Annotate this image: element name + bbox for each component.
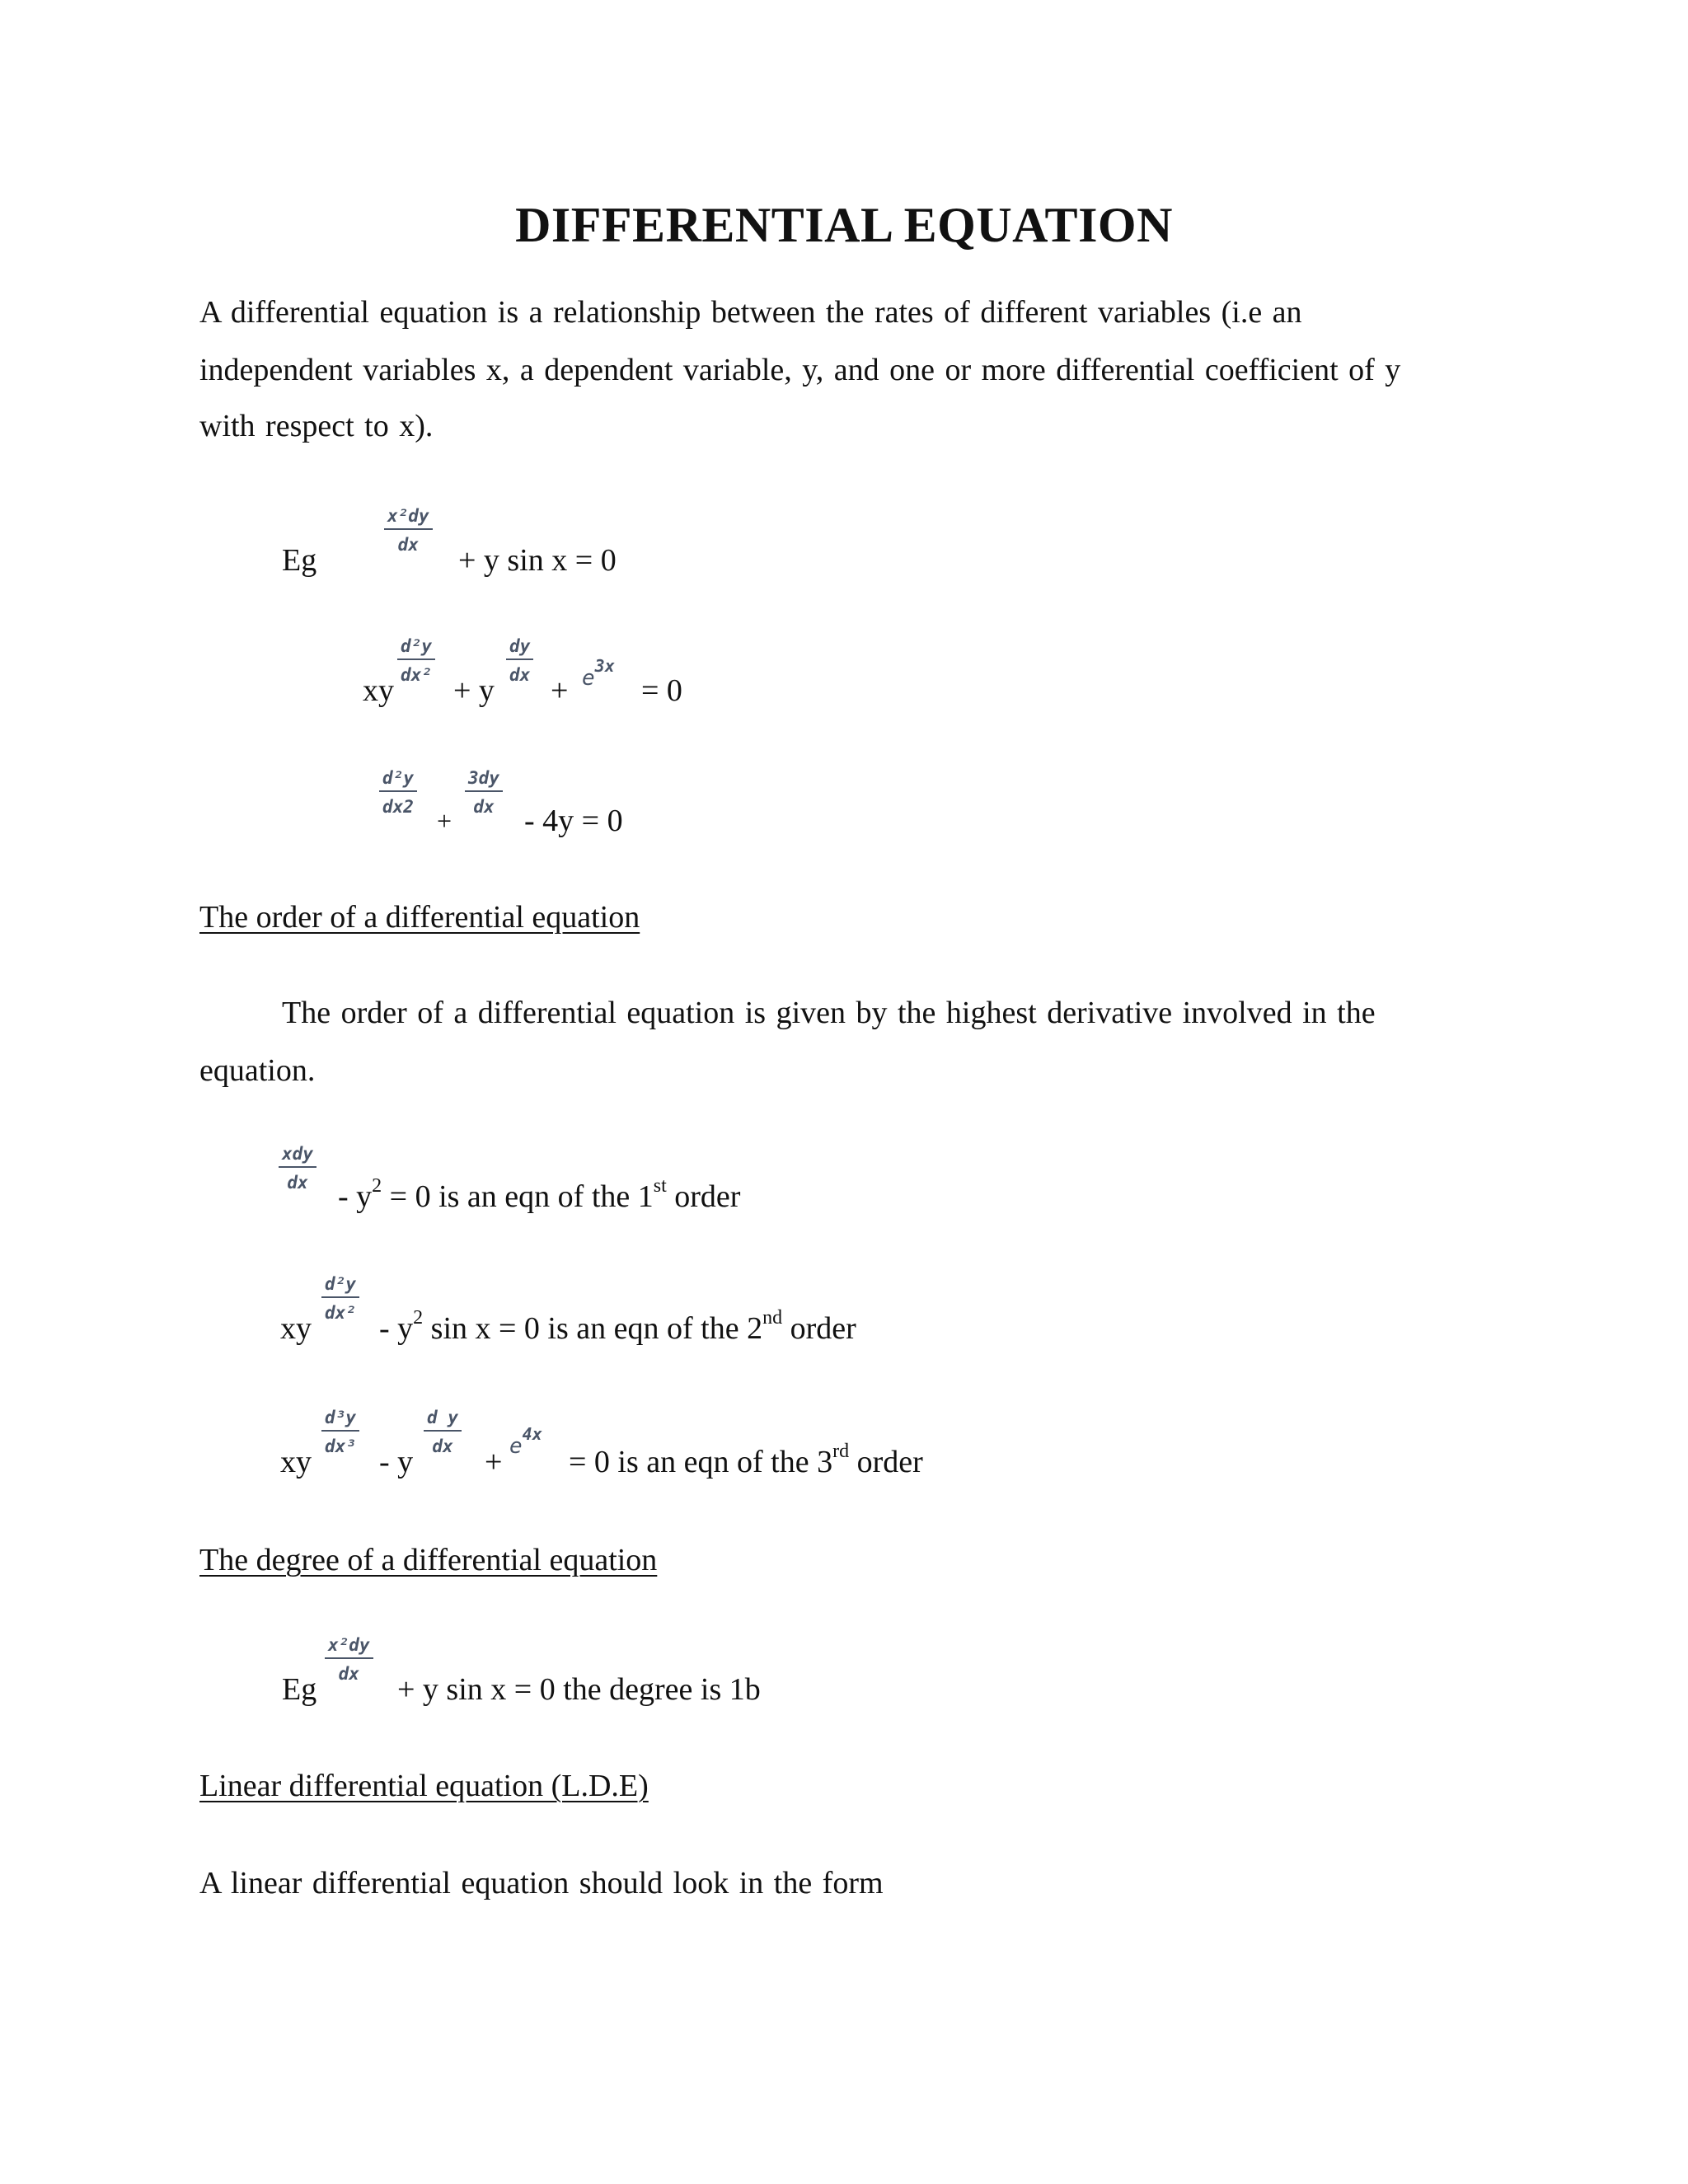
- eg-label: Eg: [282, 543, 317, 578]
- ex2-f2-numerator: dy: [506, 636, 533, 660]
- ex1-rest: + y sin x = 0: [458, 543, 617, 578]
- o1-rest-a: - y: [338, 1179, 373, 1214]
- o3-f1-numerator: d³y: [321, 1408, 359, 1432]
- degree-heading: The degree of a differential equation: [199, 1543, 658, 1577]
- ex2-fraction-1: [397, 636, 435, 685]
- degree-denominator: dx: [338, 1664, 359, 1684]
- o2-ordinal: nd: [762, 1307, 783, 1329]
- intro-line-3: with respect to x).: [199, 409, 434, 443]
- ex3-f1-numerator: d²y: [379, 768, 417, 792]
- o3-rest-c: order: [849, 1445, 923, 1479]
- o3-plus: +: [485, 1445, 503, 1479]
- o2-fraction: [321, 1274, 359, 1323]
- ex3-f2-numerator: 3dy: [465, 768, 503, 792]
- ex3-plus: +: [437, 806, 452, 836]
- o3-text: [569, 1441, 923, 1480]
- o2-rest-b: sin x = 0 is an eqn of the 2: [423, 1311, 763, 1346]
- ex2-prefix: xy: [363, 673, 394, 708]
- ex2-rest: = 0: [641, 673, 682, 708]
- o3-rest-b: = 0 is an eqn of the 3: [569, 1445, 833, 1479]
- o1-ordinal: st: [653, 1175, 667, 1197]
- ex2-f2-denominator: dx: [509, 665, 531, 685]
- o3-f2-numerator: d y: [424, 1408, 462, 1432]
- ex2-f1-numerator: d²y: [397, 636, 435, 660]
- o1-rest-c: order: [666, 1179, 741, 1214]
- o3-prefix: xy: [280, 1445, 312, 1479]
- ex2-exp-base: e: [582, 666, 595, 691]
- intro-line-1: A differential equation is a relationship between the rates of different variables (i.e an: [199, 295, 1302, 330]
- o2-prefix: xy: [280, 1311, 312, 1346]
- degree-rest: + y sin x = 0 the degree is 1b: [397, 1672, 761, 1707]
- o1-denominator: dx: [287, 1173, 308, 1193]
- o1-fraction: [279, 1144, 316, 1193]
- o3-f1-denominator: dx³: [325, 1436, 356, 1456]
- o1-square: 2: [372, 1175, 382, 1197]
- ex2-fraction-2: [506, 636, 533, 685]
- o3-exponential: [509, 1424, 542, 1459]
- order-para-line-1: The order of a differential equation is given by the highest derivative involved in the: [282, 996, 1376, 1030]
- ex1-fraction: [384, 506, 433, 555]
- o3-exp-base: e: [509, 1434, 523, 1459]
- o1-numerator: xdy: [279, 1144, 316, 1168]
- o3-exp-power: 4x: [522, 1424, 542, 1444]
- linear-para: A linear differential equation should look in the form: [199, 1866, 884, 1900]
- o3-fraction-1: [321, 1408, 359, 1456]
- o1-text: [338, 1175, 741, 1215]
- ex3-rest: - 4y = 0: [524, 804, 623, 838]
- intro-line-2: independent variables x, a dependent variable, y, and one or more differential coefficient of y: [199, 353, 1401, 387]
- o2-numerator: d²y: [321, 1274, 359, 1298]
- o2-rest-c: order: [782, 1311, 856, 1346]
- o2-text: [379, 1307, 856, 1347]
- ex1-numerator: x²dy: [384, 506, 433, 530]
- linear-heading: Linear differential equation (L.D.E): [199, 1769, 649, 1803]
- ex2-mid: + y: [453, 673, 495, 708]
- degree-eg-label: Eg: [282, 1672, 317, 1707]
- ex2-exp-power: 3x: [594, 656, 615, 676]
- ex2-exponential: [582, 656, 615, 691]
- ex3-f1-denominator: dx2: [382, 797, 414, 817]
- o3-f2-denominator: dx: [432, 1436, 453, 1456]
- ex3-f2-denominator: dx: [473, 797, 495, 817]
- o3-mid: - y: [379, 1445, 414, 1479]
- o2-rest-a: - y: [379, 1311, 414, 1346]
- degree-fraction: [325, 1635, 373, 1684]
- page-title: DIFFERENTIAL EQUATION: [515, 198, 1173, 252]
- ex2-plus: +: [551, 673, 569, 708]
- ex2-f1-denominator: dx²: [401, 665, 432, 685]
- o2-denominator: dx²: [325, 1303, 356, 1323]
- ex1-denominator: dx: [397, 535, 419, 555]
- o3-ordinal: rd: [832, 1441, 850, 1463]
- ex3-fraction-1: [379, 768, 417, 817]
- degree-numerator: x²dy: [325, 1635, 373, 1659]
- order-heading: The order of a differential equation: [199, 900, 640, 935]
- order-para-line-2: equation.: [199, 1053, 316, 1088]
- o3-fraction-2: [424, 1408, 462, 1456]
- o1-rest-b: = 0 is an eqn of the 1: [382, 1179, 654, 1214]
- ex3-fraction-2: [465, 768, 503, 817]
- o2-square: 2: [413, 1307, 424, 1329]
